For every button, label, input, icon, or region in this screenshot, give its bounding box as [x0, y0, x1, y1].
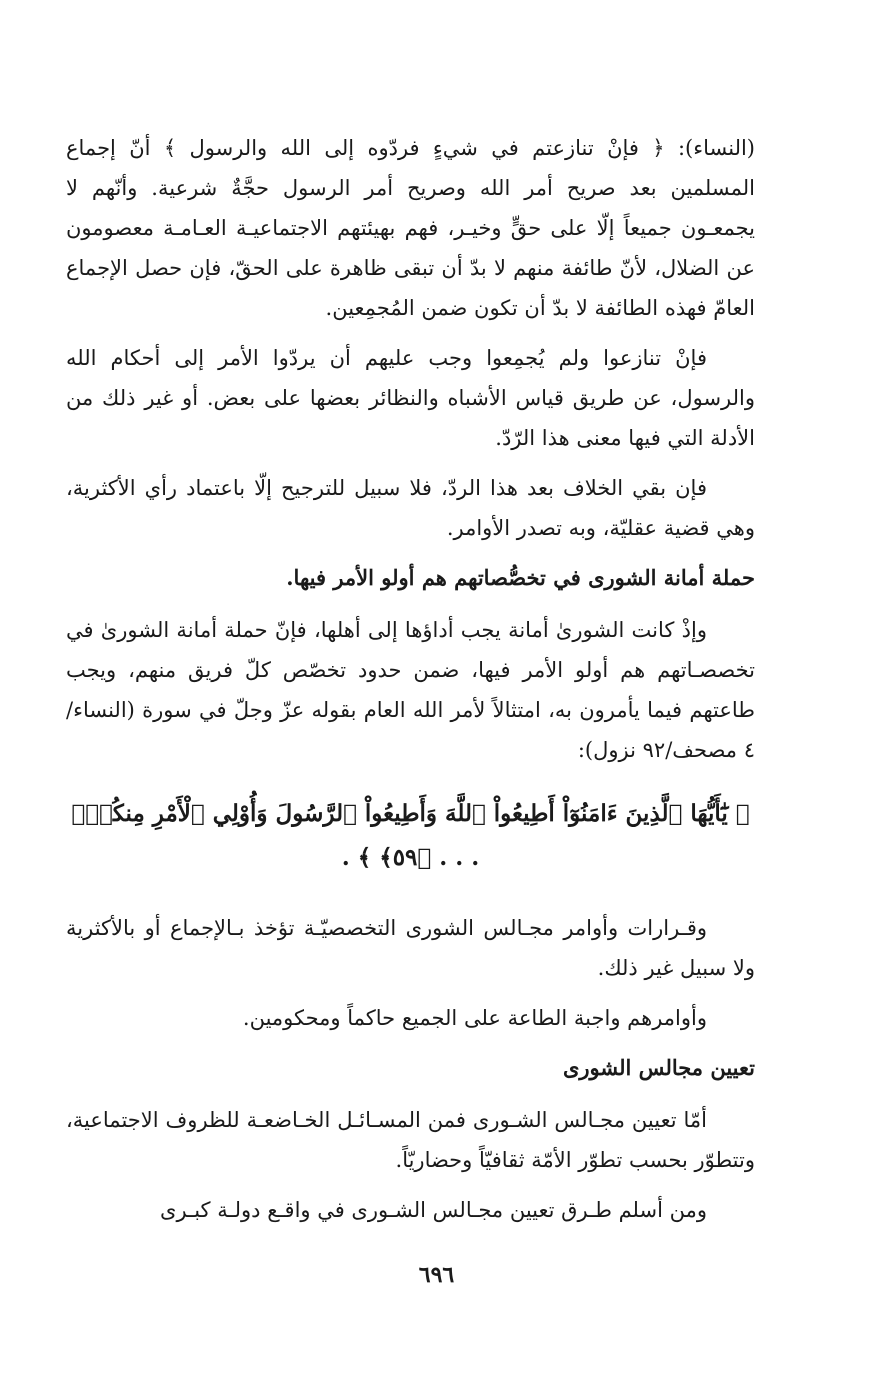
paragraph-council-decisions: وقـرارات وأوامر مجـالس الشورى التخصصيّـة تؤخذ بـالإجماع أو بالأكثرية ولا سبيل غير ذلك.: [66, 916, 755, 980]
section-heading-shura-trustees: حملة أمانة الشورى في تخصُّصاتهم هم أولو الأمر فيها.: [286, 565, 755, 590]
section-heading-council-appointment: تعيين مجالس الشورى: [562, 1055, 755, 1080]
page-body: [66, 128, 755, 1240]
paragraph-appointment-conditions: أمّا تعيين مجـالس الشـورى فمن المسـائـل الخـاضعـة للظروف الاجتماعية، وتتطوّر بحسب تطوّر الأمّة ثقافيّاً وحضاريّاً.: [66, 1108, 755, 1172]
paragraph-shura-trust: وإذْ كانت الشورىٰ أمانة يجب أداؤها إلى أهلها، فإنّ حملة أمانة الشورىٰ في تخصصـاتهم هم أولو الأمر فيها، ضمن حدود تخصّص كلّ فريق منهم، ويجب طاعتهم فيما يأمرون به، امتثالاً لأمر الله العام بقوله عزّ وجلّ في سورة (النساء/٤ مصحف/٩٢ نزول):: [66, 618, 756, 762]
paragraph-dispute-return: فإنْ تنازعوا ولم يُجمِعوا وجب عليهم أن يردّوا الأمر إلى أحكام الله والرسول، عن طريق قياس الأشباه والنظائر بعضها على بعض. أو غير ذلك من الأدلة التي فيها معنى هذا الرّدّ.: [66, 346, 755, 450]
paragraph-ijma-hujjah: (النساء): ﴿ فإنْ تنازعتم في شيءٍ فردّوه إلى الله والرسول ﴾ أنّ إجماع المسلمين بعد صريح أمر الله وصريح أمر الرسول حجَّةٌ شرعية. وأنّهم لا يجمعـون جميعاً إلّا على حقٍّ وخيـر، فهم بهيئتهم الاجتماعيـة العـامـة معصومون عن الضلال، لأنّ طائفة منهم لا بدّ أن تبقى ظاهرة على الحقّ، فإن حصل الإجماع العامّ فهذه الطائفة لا بدّ أن تكون ضمن المُجمِعين.: [66, 136, 755, 320]
quran-verse: ﴿ يَٰٓأَيُّهَا ٱلَّذِينَ ءَامَنُوٓاْ أَطِيعُواْ ٱللَّهَ وَأَطِيعُواْ ٱلرَّسُولَ وَأُوْلِي ٱلْأَمْرِ مِنكُمْۖ . . . ﴿٥٩﴾ ﴾ .: [71, 800, 750, 871]
paragraph-appointment-methods: ومن أسلم طـرق تعيين مجـالس الشـورى في واقـع دولـة كبـرى: [160, 1198, 707, 1222]
paragraph-majority: فإن بقي الخلاف بعد هذا الردّ، فلا سبيل للترجيح إلّا باعتماد رأي الأكثرية، وهي قضية عقليّة، وبه تصدر الأوامر.: [66, 476, 755, 540]
paragraph-obedience: وأوامرهم واجبة الطاعة على الجميع حاكماً ومحكومين.: [242, 1006, 707, 1030]
page-number: ٦٩٦: [418, 1262, 455, 1288]
